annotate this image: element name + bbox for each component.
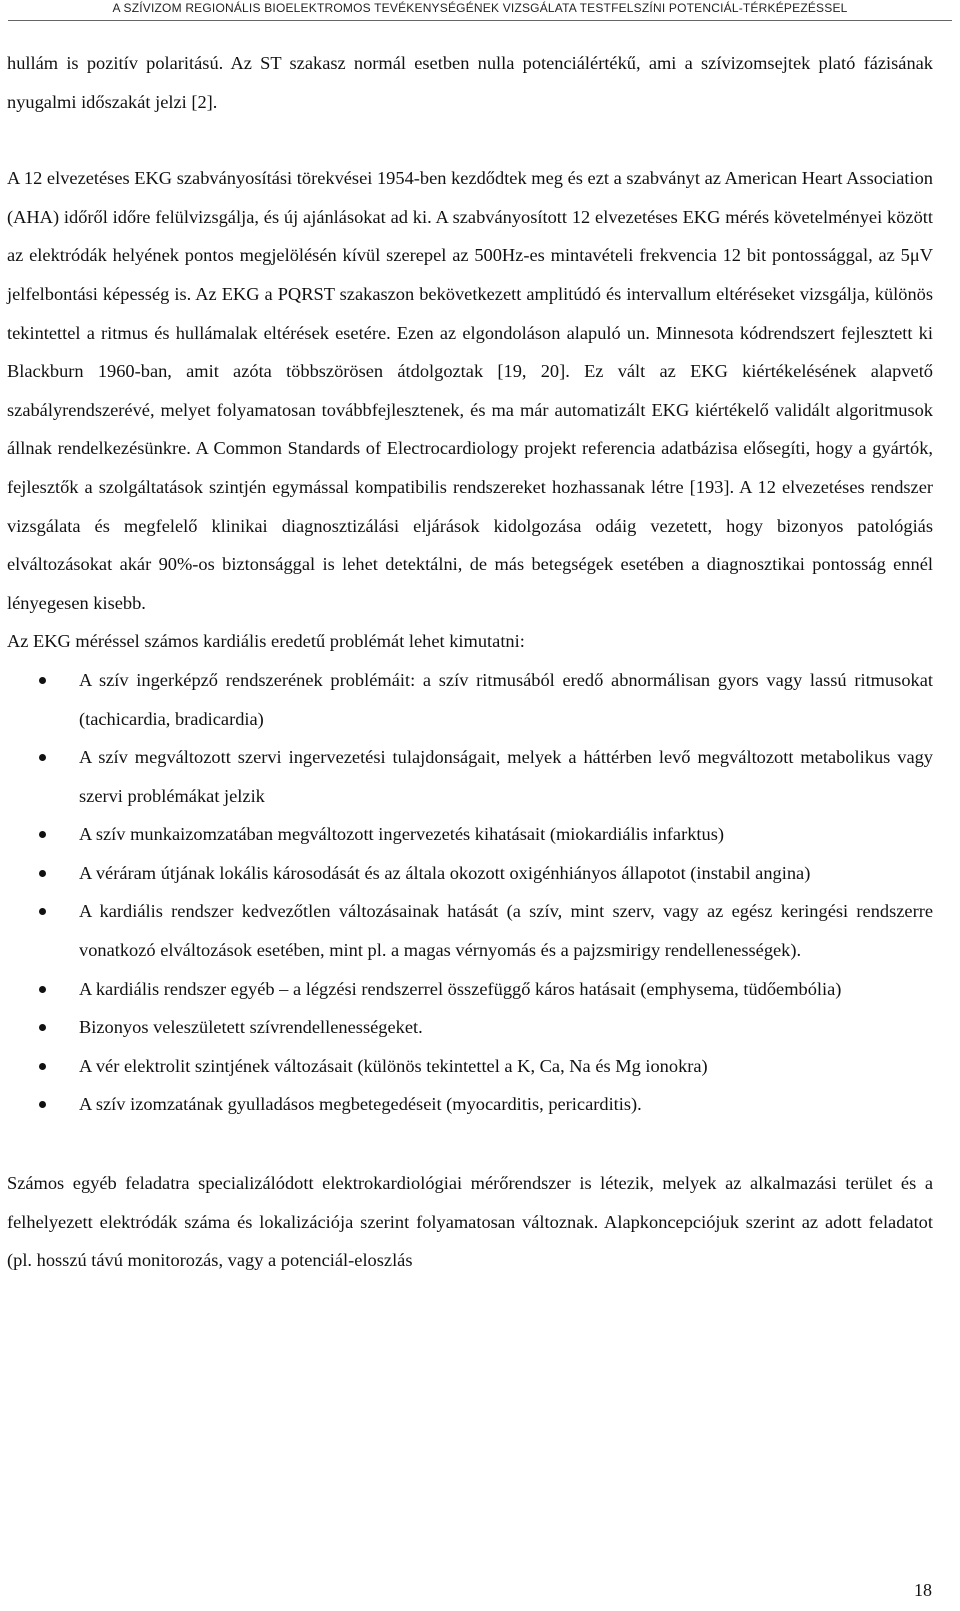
bullet-icon (39, 677, 46, 684)
paragraph-spacer (7, 1124, 933, 1164)
list-item-text: A szív ingerképző rendszerének problémáit: a szív ritmusából eredő abnormálisan gyors vagy lassú ritmusokat (tachicardia, bradicardia) (79, 669, 933, 729)
bullet-icon (39, 1024, 46, 1031)
cardiac-problems-list (7, 661, 933, 1124)
list-item-text: A vér elektrolit szintjének változásait (különös tekintettel a K, Ca, Na és Mg ionokra) (79, 1055, 708, 1076)
bullet-icon (39, 870, 46, 877)
list-item-text: A szív megváltozott szervi ingervezetési tulajdonságait, melyek a háttérben levő megváltozott metabolikus vagy szervi problémákat jelzik (79, 747, 933, 806)
list-intro: Az EKG méréssel számos kardiális eredetű problémát lehet kimutatni: (7, 631, 525, 652)
paragraph-continuation: hullám is pozitív polaritású. Az ST szakasz normál esetben nulla potenciálértékű, ami a szívizomsejtek plató fázisának nyugalmi időszakát jelzi [2]. (7, 53, 933, 112)
bullet-icon (39, 754, 46, 761)
paragraph-other-systems: Számos egyéb feladatra specializálódott elektrokardiológiai mérőrendszer is létezik, melyek az alkalmazási terület és a felhelyezett elektródák száma és lokalizációja szerint folyamatosan változnak. Alapkoncepciójuk szerint az adott feladatot (pl. hosszú távú monitorozás, vagy a potenciál-eloszlás (7, 1173, 933, 1271)
list-item-text: A szív munkaizomzatában megváltozott ingervezetés kihatásait (miokardiális infarktus) (79, 824, 724, 845)
list-item (7, 970, 933, 1009)
running-header: A SZÍVIZOM REGIONÁLIS BIOELEKTROMOS TEVÉKENYSÉGÉNEK VIZSGÁLATA TESTFELSZÍNI POTENCIÁL-TÉRKÉPEZÉSSEL (8, 0, 952, 21)
list-item-text: A kardiális rendszer kedvezőtlen változásainak hatását (a szív, mint szerv, vagy az egész keringési rendszerre vonatkozó elváltozások esetében, mint pl. a magas vérnyomás és a pajzsmirigy rendellenességek). (79, 901, 933, 961)
bullet-icon (39, 831, 46, 838)
list-item (7, 661, 933, 738)
list-item-text: A szív izomzatának gyulladásos megbetegedéseit (myocarditis, pericarditis). (79, 1094, 642, 1115)
list-item (7, 892, 933, 969)
list-item (7, 738, 933, 815)
list-item-text: A kardiális rendszer egyéb – a légzési rendszerrel összefüggő káros hatásait (emphysema, tüdőembólia) (79, 978, 842, 999)
bullet-icon (39, 1101, 46, 1108)
bullet-icon (39, 908, 46, 915)
paragraph-spacer (7, 121, 933, 159)
page-content (7, 44, 933, 1280)
list-item-text: A véráram útjának lokális károsodását és az általa okozott oxigénhiányos állapotot (instabil angina) (79, 862, 811, 883)
bullet-icon (39, 1063, 46, 1070)
list-item (7, 1047, 933, 1086)
list-item (7, 1085, 933, 1124)
list-item-text: Bizonyos veleszületett szívrendellenességeket. (79, 1017, 423, 1038)
list-item (7, 815, 933, 854)
page-number: 18 (914, 1580, 932, 1600)
list-item (7, 1008, 933, 1047)
paragraph-ekg-standardization: A 12 elvezetéses EKG szabványosítási törekvései 1954-ben kezdődtek meg és ezt a szabványt az American Heart Association (AHA) időről időre felülvizsgálja, és új ajánlásokat ad ki. A szabványosított 12 elvezetéses EKG mérés követelményei között az elektródák helyének pontos megjelölésén kívül szerepel az 500Hz-es mintavételi frekvencia 12 bit pontossággal, az 5μV jelfelbontási képesség is. Az EKG a PQRST szakaszon bekövetkezett amplitúdó és intervallum eltéréseket vizsgálja, különös tekintettel a ritmus és hullámalak eltérések esetére. Ezen az elgondoláson alapuló un. Minnesota kódrendszert fejlesztett ki Blackburn 1960-ban, amit azóta többszörösen átdolgoztak [19, 20]. Ez vált az EKG kiértékelésének alapvető szabályrendszerévé, melyet folyamatosan továbbfejlesztenek, és ma már automatizált EKG kiértékelő validált algoritmusok állnak rendelkezésünkre. A Common Standards of Electrocardiology projekt referencia adatbázisa elősegíti, hogy a gyártók, fejlesztők a szolgáltatások szintjén egymással kompatibilis rendszereket hozhassanak létre [193]. A 12 elvezetéses rendszer vizsgálata és megfelelő klinikai diagnosztizálási eljárások kidolgozása odáig vezetett, hogy bizonyos patológiás elváltozásokat akár 90%-os biztonsággal is lehet detektálni, de más betegségek esetében a diagnosztikai pontosság ennél lényegesen kisebb. (7, 168, 933, 613)
list-item (7, 854, 933, 893)
bullet-icon (39, 986, 46, 993)
